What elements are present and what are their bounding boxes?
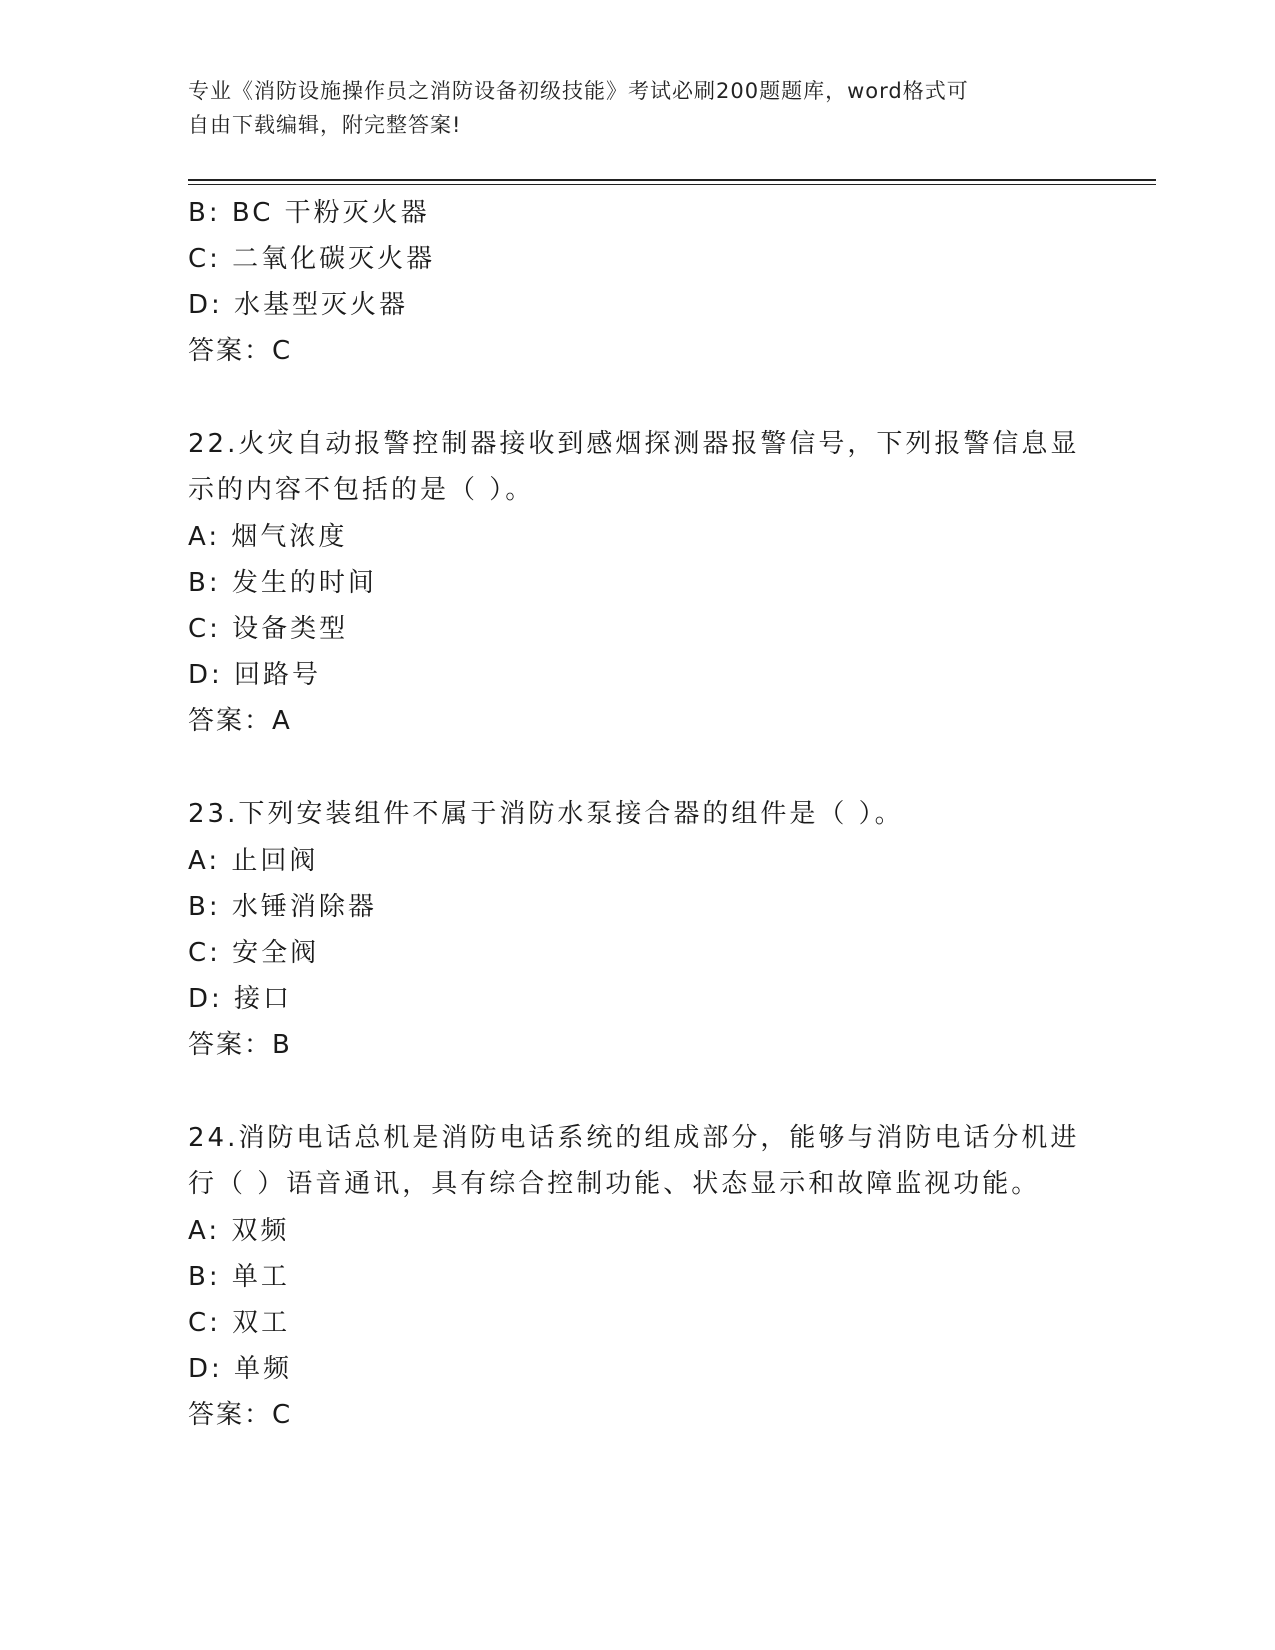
answer-line: 答案：C [188,336,293,366]
header-line-1: 专业《消防设施操作员之消防设备初级技能》考试必刷200题题库，word格式可 [188,79,969,103]
question-text-line-2: 行（ ）语音通讯，具有综合控制功能、状态显示和故障监视功能。 [188,1169,1041,1199]
question-text-line-1: 22.火灾自动报警控制器接收到感烟探测器报警信号，下列报警信息显 [188,429,1080,459]
question-24 [188,1116,1088,1438]
answer-line: 答案：B [188,1030,292,1060]
carryover-block [188,190,1088,374]
option-b: B: BC 干粉灭火器 [188,198,430,228]
option-d: D: 接口 [188,984,293,1014]
header-line-2: 自由下载编辑，附完整答案! [188,113,462,137]
spacer [188,1068,1088,1116]
option-a: A: 双频 [188,1216,290,1246]
answer-line: 答案：A [188,706,292,736]
document-header [188,74,1068,142]
option-c: C: 设备类型 [188,614,349,644]
question-text-line-1: 24.消防电话总机是消防电话系统的组成部分，能够与消防电话分机进 [188,1123,1080,1153]
question-23 [188,792,1088,1068]
question-text-line-2: 示的内容不包括的是（ ）。 [188,475,535,505]
option-b: B: 单工 [188,1262,290,1292]
option-b: B: 发生的时间 [188,568,377,598]
option-a: A: 止回阀 [188,846,319,876]
question-content [188,190,1088,1438]
header-divider-bottom [188,184,1156,185]
option-d: D: 回路号 [188,660,322,690]
option-d: D: 单频 [188,1354,293,1384]
question-22 [188,422,1088,744]
option-c: C: 双工 [188,1308,291,1338]
option-d: D: 水基型灭火器 [188,290,409,320]
header-divider-top [188,179,1156,181]
option-c: C: 安全阀 [188,938,320,968]
option-a: A: 烟气浓度 [188,522,348,552]
answer-line: 答案：C [188,1400,293,1430]
question-text-line-1: 23.下列安装组件不属于消防水泵接合器的组件是（ ）。 [188,799,904,829]
option-b: B: 水锤消除器 [188,892,377,922]
option-c: C: 二氧化碳灭火器 [188,244,436,274]
spacer [188,374,1088,422]
spacer [188,744,1088,792]
